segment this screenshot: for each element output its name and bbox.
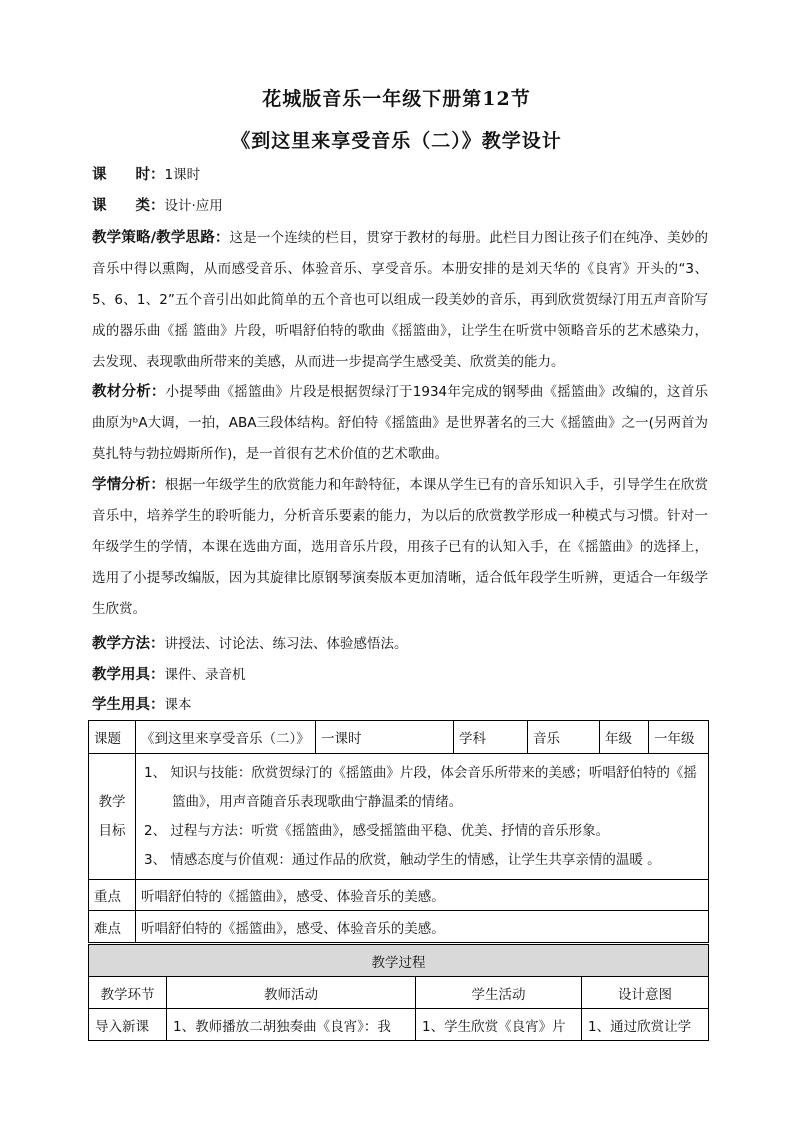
student-analysis-text: 根据一年级学生的欣赏能力和年龄特征，本课从学生已有的音乐知识入手，引导学生在欣赏音乐中，培养学生的聆听能力，分析音乐要素的能力，为以后的欣赏教学形成一种模式与习惯。针对一年级学生的学情，本课在选曲方面，选用音乐片段，用孩子已有的认知入手，在《摇篮曲》的选择上，选用了小提琴改编版，因为其旋律比原钢琴演奏版本更加清晰，适合低年段学生听辨，更适合一年级学生欣赏。 <box>92 477 709 617</box>
method-label: 教学方法： <box>92 636 165 652</box>
column-header: 教学环节 <box>89 977 167 1009</box>
plan-difficulty-row <box>89 911 709 943</box>
topic-label-cell: 课题 <box>89 721 136 754</box>
goals-label-line1: 教学 <box>98 793 126 810</box>
material-paragraph <box>92 377 708 470</box>
process-cell: 1、教师播放二胡独奏曲《良宵》：我 <box>167 1009 416 1041</box>
goals-content-cell <box>136 754 709 880</box>
material-text: 小提琴曲《摇篮曲》片段是根据贺绿汀于1934年完成的钢琴曲《摇篮曲》改编的，这首乐曲原为ᵇA大调，一拍，ABA三段体结构。舒伯特《摇篮曲》是世界著名的三大《摇篮曲》之一(另两首为莫扎特与勃拉姆斯所作)，是一首很有艺术价值的艺术歌曲。 <box>92 384 709 462</box>
goal-item: 篮曲》，用声音随音乐表现歌曲宁静温柔的情绪。 <box>172 793 463 810</box>
student-tools-label: 学生用具： <box>92 697 165 713</box>
strategy-text: 这是一个连续的栏目，贯穿于教材的每册。此栏目力图让孩子们在纯净、美妙的音乐中得以熏陶，从而感受音乐、体验音乐、享受音乐。本册安排的是刘天华的《良宵》开头的“3、5、6、1、2”五个音引出如此简单的五个音也可以组成一段美妙的音乐，再到欣赏贺绿汀用五声音阶写成的器乐曲《摇 篮曲》片段，听唱舒伯特的歌曲《摇篮曲》，让学生在听赏中领略音乐的艺术感染力，去发现、表现歌曲所带来的美感，从而进一步提高学生感受美、欣赏美的能力。 <box>92 230 708 370</box>
plan-topic-row <box>89 721 709 754</box>
student-analysis-paragraph <box>92 470 708 625</box>
lesson-plan-table <box>88 720 709 943</box>
process-header-cell: 教学过程 <box>89 945 709 977</box>
method-text: 讲授法、讨论法、练习法、体验感悟法。 <box>164 636 408 652</box>
column-header: 设计意图 <box>582 977 709 1009</box>
type-line <box>92 196 712 216</box>
tools-text: 课件、录音机 <box>164 667 246 683</box>
subject-value-cell: 音乐 <box>528 721 600 754</box>
process-cell: 1、通过欣赏让学 <box>582 1009 709 1041</box>
teaching-process-table <box>88 944 709 1041</box>
key-value-cell: 听唱舒伯特的《摇篮曲》，感受、体验音乐的美感。 <box>136 880 709 911</box>
student-analysis-label: 学情分析： <box>92 477 165 493</box>
process-cell: 导入新课 <box>89 1009 167 1041</box>
process-header-row <box>89 945 709 977</box>
column-header: 教师活动 <box>167 977 416 1009</box>
tools-label: 教学用具： <box>92 667 165 683</box>
grade-label-cell: 年级 <box>600 721 649 754</box>
doc-title-line2: 《到这里来享受音乐（二）》教学设计 <box>231 130 562 152</box>
plan-goals-row <box>89 754 709 880</box>
tools-line <box>92 665 712 685</box>
key-label-cell: 重点 <box>89 880 136 911</box>
goals-label-cell <box>89 754 136 880</box>
difficulty-value-cell: 听唱舒伯特的《摇篮曲》，感受、体验音乐的美感。 <box>136 911 709 943</box>
goals-label-line2: 目标 <box>98 822 126 839</box>
goal-item: 3、 情感态度与价值观：通过作品的欣赏，触动学生的情感，让学生共享亲情的温暖 。 <box>144 851 661 868</box>
plan-key-row <box>89 880 709 911</box>
period-value: 1课时 <box>164 167 201 183</box>
period-line <box>92 165 712 185</box>
strategy-paragraph <box>92 223 708 378</box>
subject-label-cell: 学科 <box>454 721 528 754</box>
process-cell: 1、学生欣赏《良宵》片 <box>416 1009 582 1041</box>
method-line <box>92 634 712 654</box>
goal-item: 1、 知识与技能：欣赏贺绿汀的《摇篮曲》片段，体会音乐所带来的美感；听唱舒伯特的《摇 <box>144 764 697 781</box>
table-row <box>89 1009 709 1041</box>
type-value: 设计·应用 <box>164 198 223 214</box>
topic-value-cell: 《到这里来享受音乐（二）》 <box>136 721 316 754</box>
process-columns-row <box>89 977 709 1009</box>
period-label: 课 时： <box>92 167 165 183</box>
student-tools-line <box>92 695 712 715</box>
goal-item: 2、 过程与方法：听赏《摇篮曲》，感受摇篮曲平稳、优美、抒情的音乐形象。 <box>144 822 610 839</box>
type-label: 课 类： <box>92 198 165 214</box>
strategy-label: 教学策略/教学思路： <box>92 230 230 246</box>
difficulty-label-cell: 难点 <box>89 911 136 943</box>
doc-title-line1: 花城版音乐一年级下册第12节 <box>262 88 531 110</box>
hours-value-cell: 一课时 <box>316 721 454 754</box>
material-label: 教材分析： <box>92 384 166 400</box>
grade-value-cell: 一年级 <box>649 721 709 754</box>
column-header: 学生活动 <box>416 977 582 1009</box>
student-tools-text: 课本 <box>164 697 192 713</box>
